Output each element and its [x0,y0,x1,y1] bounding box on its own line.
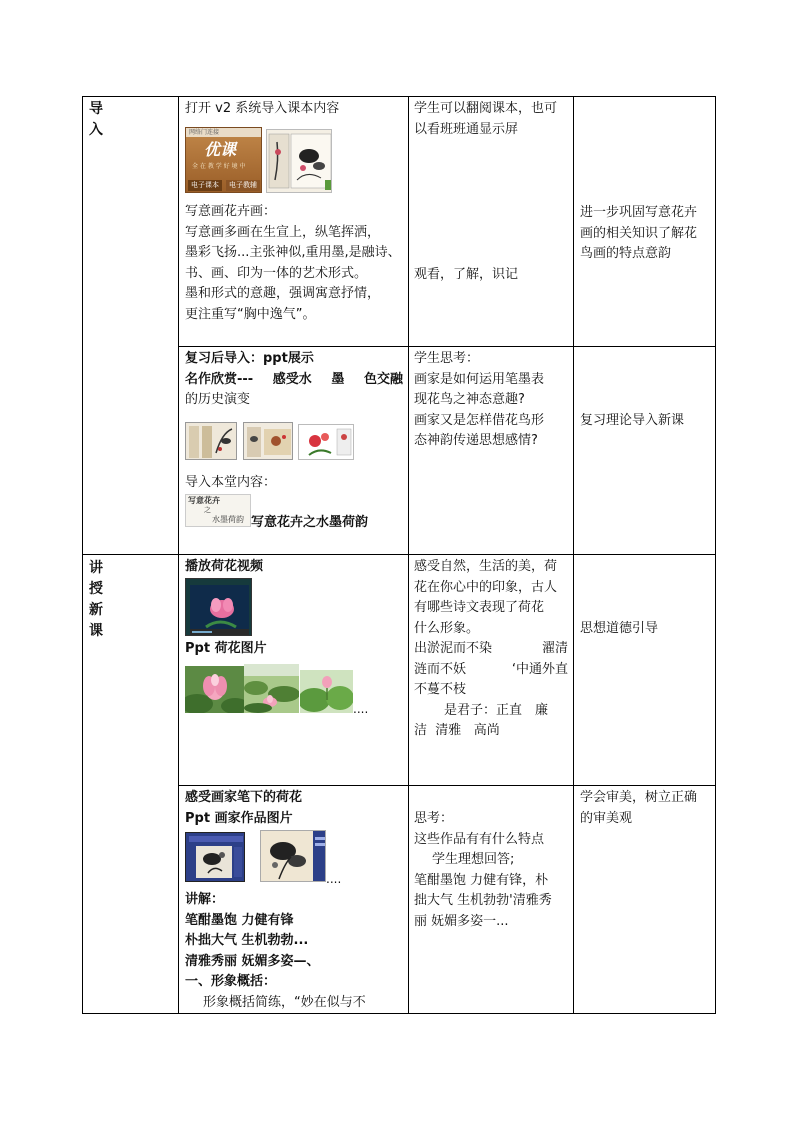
lesson-title-cell [251,513,407,534]
column-divider-1 [178,96,179,1014]
row-divider-2 [82,554,716,555]
paragraph-block [185,202,407,325]
explanation-line: 朴拙大气 生机勃勃... [185,933,309,948]
explanation-block [185,890,403,993]
content-cell-1 [185,99,407,120]
lotus-leaf-photo [300,670,353,713]
poem-part: 濯清 [541,641,568,656]
painting-ellipsis: .... [326,872,342,886]
subheading-tail: 的历史演变 [185,392,251,407]
poem-part: 涟而不妖 [414,661,467,677]
column-divider-2 [408,96,409,1014]
banner-text: 写意花卉 [188,495,220,505]
lesson-banner-image [185,494,251,527]
student-line: 笔酣墨饱 力健有锋，朴 [414,872,549,888]
poem-part: ‘中通外直 [511,661,568,677]
lotus-painting-slide [185,832,245,882]
pink-lotus-photo [185,666,244,713]
youke-subtitle-text: 全 在 教 学 好 境 中 [192,163,246,170]
poem-line [414,660,568,681]
photo-svg [185,666,244,713]
stage-char: 新 [89,602,103,618]
explanation-line: 清雅秀丽 妩媚多姿—、 [185,953,320,969]
summary-line: 形象概括简练，“妙在似与不 [203,995,366,1010]
youke-textbook-tab: 电子课本 [188,180,222,191]
student-line: 感受自然，生活的美，荷 [414,559,558,574]
stage-char: 讲 [89,560,103,576]
stage-label-new-lesson [86,558,106,642]
purpose-cell-4 [580,788,714,829]
painting-thumbnail [266,129,332,193]
subheading-part: 名作欣赏--- [185,371,254,387]
subheading-part: 墨 [331,371,345,387]
student-line: 这些作品有有什么特点 [414,831,545,847]
table-border-left [82,96,83,1014]
poem-line: 是君子：正直 廉 [444,702,549,718]
section-heading: 播放荷花视频 [185,559,264,574]
youke-app-image [185,127,262,193]
paragraph-line: 写意画多画在生宣上，纵笔挥洒， [185,224,381,240]
bird-painting-slide-2 [243,422,293,460]
purpose-cell-2 [580,411,714,432]
poem-part: 出淤泥而不染 [414,641,493,656]
stage-char: 入 [89,122,103,138]
student-line: 有哪些诗文表现了荷花 [414,600,545,615]
paragraph-line: 写意画花卉画： [185,204,277,219]
banner-text: 之 [204,506,211,514]
content-cell-3 [185,557,403,578]
student-line: 画家又是怎样借花鸟形 [414,412,545,428]
poem-line [414,721,568,742]
poem-line: 不蔓不枝 [414,682,467,697]
purpose-cell-3 [580,619,714,640]
student-line: 态神韵传递思想感情? [414,433,538,448]
purpose-line: 画的相关知识了解花 [580,225,698,241]
lesson-title: 写意花卉之水墨荷韵 [251,515,369,530]
stage-char: 导 [89,101,103,117]
column-divider-3 [573,96,574,1014]
student-line: 什么形象。 [414,620,480,636]
row-divider-1 [178,346,716,347]
section-subheading: Ppt 画家作品图片 [185,810,293,826]
lotus-video-thumbnail[interactable] [185,578,252,636]
summary-line-cell [185,993,407,1013]
photo-svg [244,664,299,713]
purpose-line: 学会审美，树立正确 [580,790,698,805]
paragraph-line: 墨和形式的意趣，强调寓意抒情， [185,286,381,301]
poem-part: 清雅 [435,723,462,738]
section-heading: 复习后导入：ppt展示 [185,351,314,366]
student-line: 以看班班通显示屏 [414,121,519,137]
youke-logo-text: 优课 [204,140,237,159]
stage-label-intro [86,99,106,141]
purpose-line: 进一步巩固写意花卉 [580,205,698,220]
section-heading: 感受画家笔下的荷花 [185,790,303,805]
student-cell-1-lower [414,265,572,286]
content-cell-2 [185,349,403,411]
purpose-line: 思想道德引导 [580,621,659,636]
section-subheading [185,370,403,391]
slide-svg [186,833,245,882]
student-line: 思考： [414,811,454,826]
poem-part: 高尚 [473,723,500,738]
subheading-part: 色交融 [363,371,403,387]
flower-painting-slide [298,424,354,460]
ink-lotus-painting [260,830,326,882]
poem-line [414,639,568,660]
student-cell-4 [414,809,572,932]
paragraph-line: 书、画、印为一体的艺术形式。 [185,265,368,281]
painting-svg [267,130,332,193]
row-divider-3 [178,785,716,786]
section-subheading: Ppt 荷花图片 [185,641,267,656]
banner-text: 水墨荷韵 [212,515,244,524]
ppt-lotus-label-cell [185,639,403,660]
student-cell-1 [414,99,572,140]
explanation-line: 讲解： [185,892,225,907]
bird-painting-slide [185,422,237,460]
student-line: 现花鸟之神态意趣? [414,392,525,407]
youke-workbook-tab: 电子教辅 [226,180,260,191]
student-cell-3 [414,557,568,742]
purpose-cell-1 [580,203,714,265]
intro-label-cell [185,473,403,494]
youke-top-text: 网络门连接 [189,129,220,136]
student-line: 学生理想回答; [432,852,515,867]
student-line: 丽 妩媚多姿一... [414,913,509,929]
poem-part: 洁 [414,723,428,738]
explanation-line: 一、形象概括： [185,974,277,989]
purpose-line: 鸟画的特点意韵 [580,246,672,261]
paragraph-line: 墨彩飞扬...主张神似,重用墨,是融诗、 [185,245,401,260]
student-cell-2 [414,349,572,452]
slide-svg [186,423,237,460]
student-line: 画家是如何运用笔墨表 [414,371,545,387]
student-line: 花在你心中的印象，古人 [414,579,558,595]
table-border-right [715,96,716,1014]
stage-char: 授 [89,581,103,597]
slide-svg [244,423,293,460]
photo-ellipsis: .... [353,702,369,716]
student-line: 观看，了解，识记 [414,267,519,282]
purpose-line: 的审美观 [580,810,633,826]
stage-char: 课 [89,623,103,639]
student-line: 学生思考： [414,351,480,366]
video-svg [186,579,252,636]
lotus-pond-photo [244,664,299,713]
section-title: 打开 v2 系统导入课本内容 [185,101,340,116]
intro-label: 导入本堂内容： [185,475,277,490]
subheading-part: 感受水 [272,371,312,387]
slide-svg [299,425,354,460]
purpose-line: 复习理论导入新课 [580,413,685,428]
paragraph-line: 更注重写“胸中逸气”。 [185,306,316,322]
explanation-line: 笔酣墨饱 力健有锋 [185,912,294,928]
content-cell-4 [185,788,403,829]
student-line: 学生可以翻阅课本，也可 [414,101,558,116]
painting-svg [261,831,326,882]
photo-svg [300,670,353,713]
student-line: 拙大气 生机勃勃'清雅秀 [414,893,552,908]
